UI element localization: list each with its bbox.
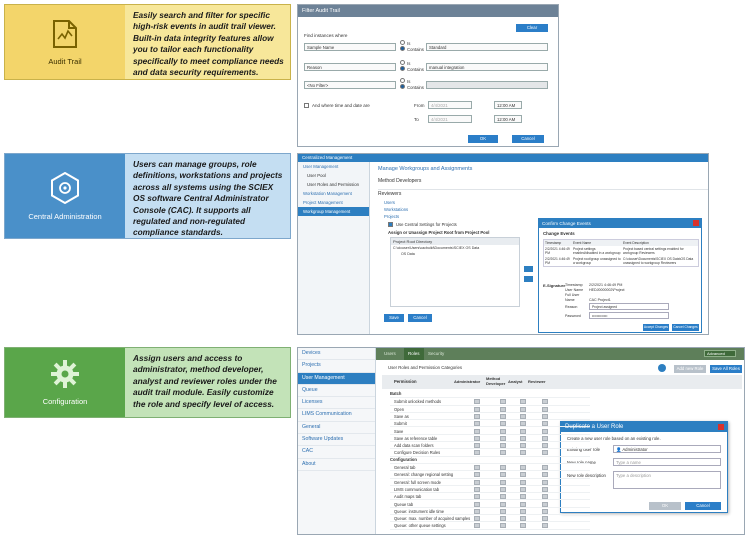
window-title: Filter Audit Trail xyxy=(298,5,558,17)
find-label: Find instances where xyxy=(304,33,348,38)
list-header: Project Root Directory xyxy=(391,238,519,245)
roles-title: User Roles and Permission Categories xyxy=(388,365,463,370)
document-chart-icon xyxy=(52,19,78,49)
table-row xyxy=(390,515,590,522)
table-cell: C:\cicuser\Documents\SCIEX OS Data\OS Data unassigned to workgroup Reviewers xyxy=(623,257,694,265)
permission-checkbox[interactable] xyxy=(542,480,548,485)
subsection-users[interactable]: Users xyxy=(384,200,395,205)
permission-checkbox[interactable] xyxy=(542,516,548,521)
tab-users[interactable]: Users xyxy=(384,351,396,356)
reason-input[interactable]: Project assigned xyxy=(589,303,669,310)
radio-is[interactable] xyxy=(400,40,405,45)
permission-checkbox[interactable] xyxy=(474,429,480,434)
role-icon: 👤 xyxy=(616,447,623,452)
project-root-list xyxy=(390,237,520,307)
subsection-projects[interactable]: Projects xyxy=(384,214,400,219)
confirm-change-events-dialog xyxy=(538,218,702,333)
permission-checkbox[interactable] xyxy=(474,487,480,492)
permission-checkbox[interactable] xyxy=(474,399,480,404)
dialog-description: Create a new user role based on an existing role. xyxy=(567,436,661,441)
configuration-tile xyxy=(5,348,125,417)
save-button[interactable]: Save xyxy=(384,314,404,322)
band-description: Users can manage groups, role definitions, workstations and projects across all systems using the SCIEX OS software Central Administrator Console (CAC). It supports all regulated and non-regulated compliance standards. xyxy=(133,159,283,238)
radio-contains[interactable] xyxy=(400,46,405,51)
field-select-3[interactable]: <No Filter> xyxy=(304,81,396,89)
col-header: Reviewer xyxy=(528,379,546,384)
permission-label: Save as reference table xyxy=(394,435,438,441)
permission-label: Save as xyxy=(394,413,409,419)
table-row xyxy=(390,501,590,508)
table-row xyxy=(390,493,590,500)
contains-label: Contains xyxy=(407,85,424,90)
dialog-subtitle: Change Events xyxy=(543,231,575,236)
permission-checkbox[interactable] xyxy=(500,450,506,455)
permission-checkbox[interactable] xyxy=(542,407,548,412)
sidebar-item-user-management[interactable]: User Management xyxy=(303,164,339,169)
cancel-button[interactable]: Cancel xyxy=(408,314,432,322)
permission-checkbox[interactable] xyxy=(520,523,526,528)
list-item[interactable]: C:\cicuser\Users\cacbuild\Documents\SCIEX OS Data xyxy=(393,246,480,250)
central-admin-band xyxy=(4,153,291,239)
sidebar-item-workstation-management[interactable]: Workstation Management xyxy=(303,191,352,196)
add-icon[interactable] xyxy=(658,364,666,372)
permission-label: Submit xyxy=(394,421,407,427)
close-icon[interactable] xyxy=(718,424,724,430)
permission-checkbox[interactable] xyxy=(500,421,506,426)
radio-contains[interactable] xyxy=(400,66,405,71)
permission-checkbox[interactable] xyxy=(520,516,526,521)
sidebar-item-projects[interactable]: Projects xyxy=(298,360,375,372)
table-cell: 2/2/2021 4:46:49 PM xyxy=(545,257,570,265)
esig-meaning xyxy=(565,283,625,303)
tile-label: Central Administration xyxy=(28,211,102,221)
dialog-title: Confirm Change Events xyxy=(539,219,701,228)
table-header xyxy=(382,375,742,389)
permission-checkbox[interactable] xyxy=(542,436,548,441)
password-label: Password xyxy=(565,314,581,318)
permission-checkbox[interactable] xyxy=(520,429,526,434)
new-role-name-input[interactable]: Type a name xyxy=(613,458,721,466)
permission-checkbox[interactable] xyxy=(500,516,506,521)
contains-label: Contains xyxy=(407,67,424,72)
subsection-workstations[interactable]: Workstations xyxy=(384,207,409,212)
permission-label: Queue tab xyxy=(394,501,414,507)
is-label: Is xyxy=(407,41,411,46)
sidebar-item-software-updates[interactable]: Software Updates xyxy=(298,434,375,446)
permission-checkbox[interactable] xyxy=(500,407,506,412)
col-header: Method Developer xyxy=(486,376,506,386)
time-filter-label: And where time and date are xyxy=(312,103,370,108)
use-central-checkbox[interactable] xyxy=(388,222,393,227)
permission-checkbox[interactable] xyxy=(542,502,548,507)
band-description: Easily search and filter for specific high-risk events in audit trail viewer. Built-in data integrity features allow you to tailor each functionality specifically to meet compliance needs and data security requirements. xyxy=(133,10,284,78)
permission-label: Configure Decision Rules xyxy=(394,450,441,456)
permission-checkbox[interactable] xyxy=(474,480,480,485)
permission-checkbox[interactable] xyxy=(542,487,548,492)
permission-checkbox[interactable] xyxy=(542,414,548,419)
permission-checkbox[interactable] xyxy=(542,494,548,499)
table-row xyxy=(390,413,590,420)
table-row xyxy=(390,522,590,529)
sidebar-item-cac[interactable]: CAC xyxy=(298,446,375,458)
permission-checkbox[interactable] xyxy=(542,465,548,470)
tab-roles[interactable]: Roles xyxy=(404,348,424,360)
section-method-developers[interactable]: Method Developers xyxy=(378,178,422,184)
gear-icon xyxy=(50,359,80,389)
col-header: Analyst xyxy=(508,379,523,384)
move-right-button[interactable] xyxy=(524,266,533,272)
audit-trail-tile xyxy=(5,5,125,79)
permission-checkbox[interactable] xyxy=(520,472,526,477)
permission-checkbox[interactable] xyxy=(542,421,548,426)
meta-value: HEDJ0000002\Project xyxy=(589,288,625,292)
cancel-button[interactable]: Cancel xyxy=(685,502,721,510)
existing-role-label: Existing user role xyxy=(567,447,600,452)
table-row xyxy=(544,246,698,256)
value-select-1[interactable]: Standard xyxy=(426,43,548,51)
permission-checkbox[interactable] xyxy=(500,465,506,470)
existing-role-select[interactable] xyxy=(613,445,721,453)
permission-checkbox[interactable] xyxy=(500,487,506,492)
esig-label: E-Signature xyxy=(543,283,566,288)
ok-button[interactable]: OK xyxy=(468,135,498,143)
band-description: Assign users and access to administrator, method developer, analyst and reviewer roles under the audit trail module. Easily customize the role and specify level of access. xyxy=(133,353,277,409)
permission-label: Audit maps tab xyxy=(394,494,422,500)
events-table xyxy=(543,239,699,267)
configuration-band xyxy=(4,347,291,418)
field-select-1[interactable]: Sample Name xyxy=(304,43,396,51)
sidebar-item-user-management[interactable]: User Management xyxy=(298,373,375,385)
permission-label: General tab xyxy=(394,465,416,470)
operator-group-1 xyxy=(400,40,424,52)
permission-label: Queue: max. number of acquired samples xyxy=(394,516,471,522)
section-header[interactable]: Batch xyxy=(390,391,590,398)
permission-checkbox[interactable] xyxy=(520,436,526,441)
meta-label: Timestamp xyxy=(565,283,583,287)
permission-checkbox[interactable] xyxy=(474,414,480,419)
table-row xyxy=(390,479,590,486)
permission-label: LIMS communication tab xyxy=(394,486,440,492)
assign-label: Assign or Unassign Project Root from Project Pool xyxy=(388,230,490,235)
table-row xyxy=(390,428,590,435)
add-new-role-button[interactable]: Add new Role xyxy=(674,365,706,373)
table-row xyxy=(390,508,590,515)
sidebar-item-project-management[interactable]: Project Management xyxy=(303,200,343,205)
permission-checkbox[interactable] xyxy=(500,436,506,441)
permission-checkbox[interactable] xyxy=(542,450,548,455)
divider xyxy=(378,189,708,190)
list-item[interactable]: OS Data xyxy=(401,252,415,256)
radio-is[interactable] xyxy=(400,78,405,83)
radio-contains[interactable] xyxy=(400,84,405,89)
permission-checkbox[interactable] xyxy=(474,472,480,477)
dialog-title: Duplicate a User Role xyxy=(561,422,727,432)
permission-checkbox[interactable] xyxy=(474,465,480,470)
permission-checkbox[interactable] xyxy=(474,523,480,528)
move-left-button[interactable] xyxy=(524,276,533,282)
permission-checkbox[interactable] xyxy=(520,465,526,470)
accept-changes-button[interactable]: Accept Changes xyxy=(643,325,669,329)
permission-checkbox[interactable] xyxy=(500,414,506,419)
col-header: Permission xyxy=(394,379,417,384)
permission-checkbox[interactable] xyxy=(542,523,548,528)
new-role-name-label: New role name xyxy=(567,460,596,465)
permission-checkbox[interactable] xyxy=(474,421,480,426)
permission-checkbox[interactable] xyxy=(500,523,506,528)
permission-checkbox[interactable] xyxy=(474,436,480,441)
table-cell: Project root/group unassigned to a workgroup xyxy=(573,257,621,265)
table-row xyxy=(390,486,590,493)
cac-sidebar xyxy=(298,162,370,334)
permission-checkbox[interactable] xyxy=(474,494,480,499)
sidebar-item-workgroup-management[interactable]: Workgroup Management xyxy=(298,207,369,216)
permission-label: Add data scan folders xyxy=(394,443,434,449)
permission-checkbox[interactable] xyxy=(520,443,526,448)
permission-label: Queue: instrument idle time xyxy=(394,508,445,514)
meta-value: 2/2/2021 4:46:49 PM xyxy=(589,283,623,287)
audit-trail-band xyxy=(4,4,291,80)
permission-checkbox[interactable] xyxy=(474,516,480,521)
col-header: Timestamp xyxy=(545,241,562,245)
permission-checkbox[interactable] xyxy=(542,429,548,434)
window-header: Centralized Management xyxy=(298,154,708,162)
permission-checkbox[interactable] xyxy=(474,502,480,507)
tile-label: Configuration xyxy=(42,397,88,406)
col-header: Event Name xyxy=(573,241,592,245)
clear-button[interactable]: Clear xyxy=(516,24,548,32)
permission-checkbox[interactable] xyxy=(520,502,526,507)
config-sidebar xyxy=(298,348,376,534)
permission-checkbox[interactable] xyxy=(500,443,506,448)
sidebar-item-licenses[interactable]: Licenses xyxy=(298,397,375,409)
permission-checkbox[interactable] xyxy=(520,480,526,485)
table-row xyxy=(390,471,590,478)
col-header: Administrator xyxy=(454,379,481,384)
table-row xyxy=(390,420,590,427)
section-header[interactable]: Configuration xyxy=(390,457,590,464)
value-select-3[interactable] xyxy=(426,81,548,89)
permission-checkbox[interactable] xyxy=(520,450,526,455)
table-row xyxy=(390,449,590,456)
meta-label: User Name xyxy=(565,288,584,292)
tile-label: Audit Trail xyxy=(48,56,82,66)
value-input-2[interactable]: manual integration xyxy=(426,63,548,71)
col-header: Event Description xyxy=(623,241,649,245)
operator-group-3 xyxy=(400,78,424,90)
central-admin-tile xyxy=(5,154,125,238)
sidebar-item-user-pool[interactable]: User Pool xyxy=(307,173,326,178)
mode-select[interactable]: Advanced xyxy=(704,350,736,357)
existing-role-value: Administrator xyxy=(622,447,648,452)
permission-checkbox[interactable] xyxy=(542,509,548,514)
table-row xyxy=(390,406,590,413)
permission-checkbox[interactable] xyxy=(500,429,506,434)
table-cell: Project settings enabled/disabled in a workgroup xyxy=(573,247,621,255)
password-input[interactable]: ••••••••••••• xyxy=(589,312,669,319)
sidebar-item-user-roles[interactable]: User Roles and Permission xyxy=(307,182,360,187)
sidebar-item-general[interactable]: General xyxy=(298,422,375,434)
permission-label: Queue: other queue settings xyxy=(394,523,446,529)
permission-checkbox[interactable] xyxy=(542,399,548,404)
permission-checkbox[interactable] xyxy=(474,509,480,514)
table-row xyxy=(390,464,590,471)
permission-label: Save xyxy=(394,428,404,434)
to-label: To xyxy=(414,117,419,122)
from-time-input[interactable]: 12:00 AM xyxy=(494,101,522,109)
from-label: From xyxy=(414,103,425,108)
configuration-window xyxy=(297,347,745,535)
permission-checkbox[interactable] xyxy=(474,407,480,412)
sidebar-item-queue[interactable]: Queue xyxy=(298,385,375,397)
sidebar-item-devices[interactable]: Devices xyxy=(298,348,375,360)
permission-checkbox[interactable] xyxy=(542,443,548,448)
use-central-label: Use Central Settings for Projects xyxy=(396,222,457,227)
permission-label: Submit unlocked methods xyxy=(394,399,442,405)
filter-audit-trail-window xyxy=(297,4,559,147)
permission-checkbox[interactable] xyxy=(520,509,526,514)
meta-label: Full User Name xyxy=(565,293,580,302)
hexagon-network-icon xyxy=(50,172,80,204)
permission-label: General: change regional setting xyxy=(394,472,454,478)
operator-group-2 xyxy=(400,60,424,72)
permission-checkbox[interactable] xyxy=(520,414,526,419)
radio-is[interactable] xyxy=(400,60,405,65)
permission-label: Open xyxy=(394,406,405,412)
ok-button[interactable]: OK xyxy=(649,502,681,510)
section-reviewers[interactable]: Reviewers xyxy=(378,191,402,197)
cancel-button[interactable]: Cancel xyxy=(512,135,544,143)
is-label: Is xyxy=(407,61,411,66)
reason-label: Reason xyxy=(565,305,578,309)
to-date-input[interactable]: 4/4/2021 xyxy=(428,115,472,123)
table-row xyxy=(390,442,590,449)
page-title: Manage Workgroups and Assignments xyxy=(378,166,473,172)
contains-label: Contains xyxy=(407,47,424,52)
permission-checkbox[interactable] xyxy=(500,502,506,507)
time-filter-row xyxy=(304,103,370,108)
permission-label: General: full screen mode xyxy=(394,479,441,485)
permission-checkbox[interactable] xyxy=(500,509,506,514)
sidebar-item-lims[interactable]: LIMS Communication xyxy=(298,409,375,421)
permission-checkbox[interactable] xyxy=(474,443,480,448)
save-all-roles-button[interactable]: Save All Roles xyxy=(710,365,742,373)
permission-checkbox[interactable] xyxy=(520,399,526,404)
table-row xyxy=(390,398,590,405)
sidebar-item-about[interactable]: About xyxy=(298,459,375,471)
permission-checkbox[interactable] xyxy=(500,472,506,477)
from-date-input[interactable]: 4/4/2021 xyxy=(428,101,472,109)
table-cell: Project based central settings enabled for workgroup Reviewers xyxy=(623,247,684,255)
permission-checkbox[interactable] xyxy=(520,494,526,499)
permission-checkbox[interactable] xyxy=(500,494,506,499)
permission-checkbox[interactable] xyxy=(520,421,526,426)
new-role-desc-input[interactable]: Type a description xyxy=(613,471,721,489)
table-row xyxy=(544,256,698,266)
permission-checkbox[interactable] xyxy=(474,450,480,455)
use-central-row xyxy=(388,222,457,227)
field-select-2[interactable]: Reason xyxy=(304,63,396,71)
permission-checkbox[interactable] xyxy=(500,480,506,485)
tab-bar xyxy=(376,348,744,360)
meta-value: CAC Project1 xyxy=(589,298,611,302)
is-label: Is xyxy=(407,79,411,84)
cancel-changes-button[interactable]: Cancel Changes xyxy=(673,325,698,329)
permission-checkbox[interactable] xyxy=(542,472,548,477)
permission-checkbox[interactable] xyxy=(520,407,526,412)
tab-security[interactable]: Security xyxy=(428,351,445,356)
central-management-window xyxy=(297,153,709,335)
permission-checkbox[interactable] xyxy=(500,399,506,404)
new-role-desc-label: New role description xyxy=(567,473,606,478)
close-icon[interactable] xyxy=(693,220,699,226)
table-cell: 2/2/2021 4:46:49 PM xyxy=(545,247,570,255)
time-filter-checkbox[interactable] xyxy=(304,103,309,108)
table-row xyxy=(390,435,590,442)
to-time-input[interactable]: 12:00 AM xyxy=(494,115,522,123)
permission-checkbox[interactable] xyxy=(520,487,526,492)
